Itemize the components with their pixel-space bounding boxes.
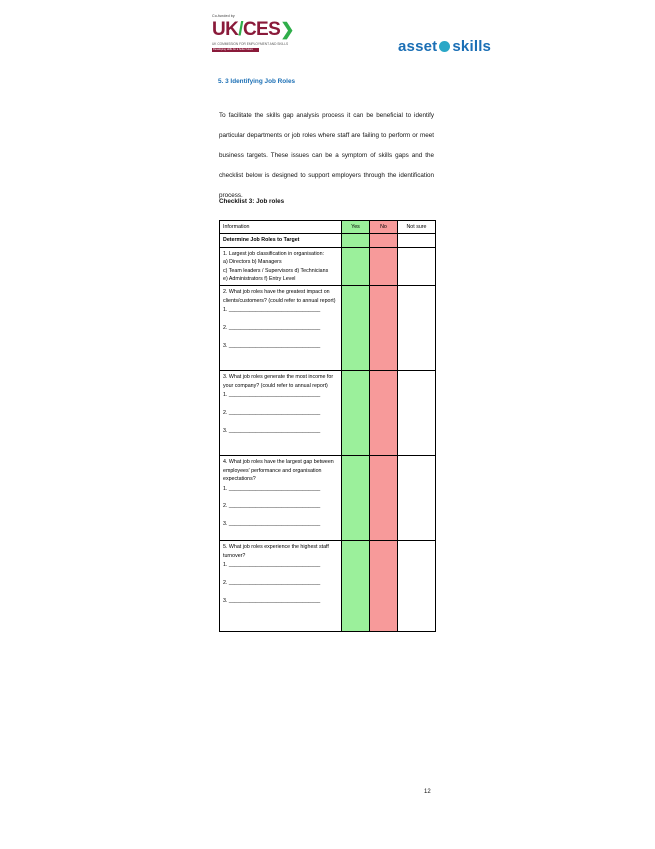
not-sure-cell[interactable] bbox=[398, 286, 436, 371]
section-paragraph: To facilitate the skills gap analysis process it can be beneficial to identify particular departments or job roles where staff are failing to perform or meet business targets. These issues can be a symptom of skills gaps and the checklist below is designed to support employers through the identification process. bbox=[219, 112, 434, 199]
not-sure-cell[interactable] bbox=[398, 456, 436, 541]
ukces-slash: / bbox=[238, 19, 243, 40]
answer-line[interactable]: 2. _______________________________ bbox=[223, 503, 321, 510]
answer-line[interactable]: 1. _______________________________ bbox=[223, 485, 321, 492]
ukces-logo-block bbox=[212, 14, 332, 52]
question-line: b) Managers bbox=[251, 259, 282, 266]
ukces-wordmark bbox=[212, 20, 294, 40]
table-header-row bbox=[220, 221, 436, 234]
question-title-1: 1. Largest job classification in organisation: bbox=[223, 250, 324, 257]
ukces-ces-text: CES bbox=[242, 19, 281, 40]
ukces-cofunded-text: Co-funded by bbox=[212, 14, 235, 18]
header-information: Information bbox=[220, 221, 342, 234]
ukces-subtitle: UK COMMISSION FOR EMPLOYMENT AND SKILLS bbox=[212, 42, 289, 46]
answer-line[interactable]: 1. _______________________________ bbox=[223, 562, 321, 569]
ukces-chevron-icon: ❯ bbox=[280, 20, 294, 39]
answer-line[interactable]: 1. _______________________________ bbox=[223, 307, 321, 314]
subheader-no-cell[interactable] bbox=[370, 234, 398, 247]
subheader-yes-cell[interactable] bbox=[342, 234, 370, 247]
skills-text: skills bbox=[452, 38, 492, 55]
no-cell[interactable] bbox=[370, 541, 398, 632]
question-cell-4 bbox=[220, 456, 342, 541]
no-cell[interactable] bbox=[370, 247, 398, 286]
question-cell-2 bbox=[220, 286, 342, 371]
question-cell-5 bbox=[220, 541, 342, 632]
page-header bbox=[0, 14, 655, 74]
answer-line[interactable]: 3. _______________________________ bbox=[223, 342, 321, 349]
header-not-sure: Not sure bbox=[398, 221, 436, 234]
ukces-strapline: Developing skills for a better future bbox=[212, 48, 259, 52]
yes-cell[interactable] bbox=[342, 541, 370, 632]
yes-cell[interactable] bbox=[342, 456, 370, 541]
answer-line[interactable]: 2. _______________________________ bbox=[223, 325, 321, 332]
question-cell-3 bbox=[220, 371, 342, 456]
header-no: No bbox=[370, 221, 398, 234]
answer-line[interactable]: 2. _______________________________ bbox=[223, 580, 321, 587]
table-row bbox=[220, 541, 436, 632]
no-cell[interactable] bbox=[370, 286, 398, 371]
answer-line[interactable]: 3. _______________________________ bbox=[223, 521, 321, 528]
subheader-label: Determine Job Roles to Target bbox=[220, 234, 342, 247]
not-sure-cell[interactable] bbox=[398, 541, 436, 632]
subheader-not-sure-cell[interactable] bbox=[398, 234, 436, 247]
table-row bbox=[220, 286, 436, 371]
question-title-3: 3. What job roles generate the most income for your company? (could refer to annual report) bbox=[223, 374, 334, 389]
question-title-5: 5. What job roles experience the highest staff turnover? bbox=[223, 544, 329, 559]
question-title-4: 4. What job roles have the largest gap between employees' performance and organisation expectations? bbox=[223, 459, 334, 483]
answer-line[interactable]: 1. _______________________________ bbox=[223, 392, 321, 399]
checklist-caption: Checklist 3: Job roles bbox=[219, 198, 285, 205]
yes-cell[interactable] bbox=[342, 286, 370, 371]
answer-line[interactable]: 3. _______________________________ bbox=[223, 597, 321, 604]
asset-dot-icon bbox=[439, 41, 450, 52]
table-row bbox=[220, 247, 436, 286]
section-heading: 5. 3 Identifying Job Roles bbox=[218, 78, 296, 85]
question-title-2: 2. What job roles have the greatest impact on clients/customers? (could refer to annual report) bbox=[223, 289, 336, 304]
table-subheader-row bbox=[220, 234, 436, 247]
question-line: f) Entry Level bbox=[264, 276, 296, 283]
question-line: c) Team leaders / Supervisors bbox=[223, 267, 293, 274]
answer-line[interactable]: 3. _______________________________ bbox=[223, 427, 321, 434]
table-row bbox=[220, 456, 436, 541]
question-cell-1 bbox=[220, 247, 342, 286]
ukces-uk-text: UK bbox=[212, 19, 239, 40]
question-line: a) Directors bbox=[223, 259, 251, 266]
not-sure-cell[interactable] bbox=[398, 371, 436, 456]
answer-line[interactable]: 2. _______________________________ bbox=[223, 410, 321, 417]
not-sure-cell[interactable] bbox=[398, 247, 436, 286]
no-cell[interactable] bbox=[370, 371, 398, 456]
yes-cell[interactable] bbox=[342, 371, 370, 456]
table-row bbox=[220, 371, 436, 456]
asset-text: asset bbox=[398, 38, 438, 55]
no-cell[interactable] bbox=[370, 456, 398, 541]
question-line: d) Technicians bbox=[294, 267, 329, 274]
question-line: e) Administrators bbox=[223, 276, 263, 283]
header-yes: Yes bbox=[342, 221, 370, 234]
job-roles-checklist-table bbox=[219, 220, 436, 632]
yes-cell[interactable] bbox=[342, 247, 370, 286]
asset-skills-logo bbox=[398, 38, 491, 55]
page-number: 12 bbox=[424, 789, 431, 795]
